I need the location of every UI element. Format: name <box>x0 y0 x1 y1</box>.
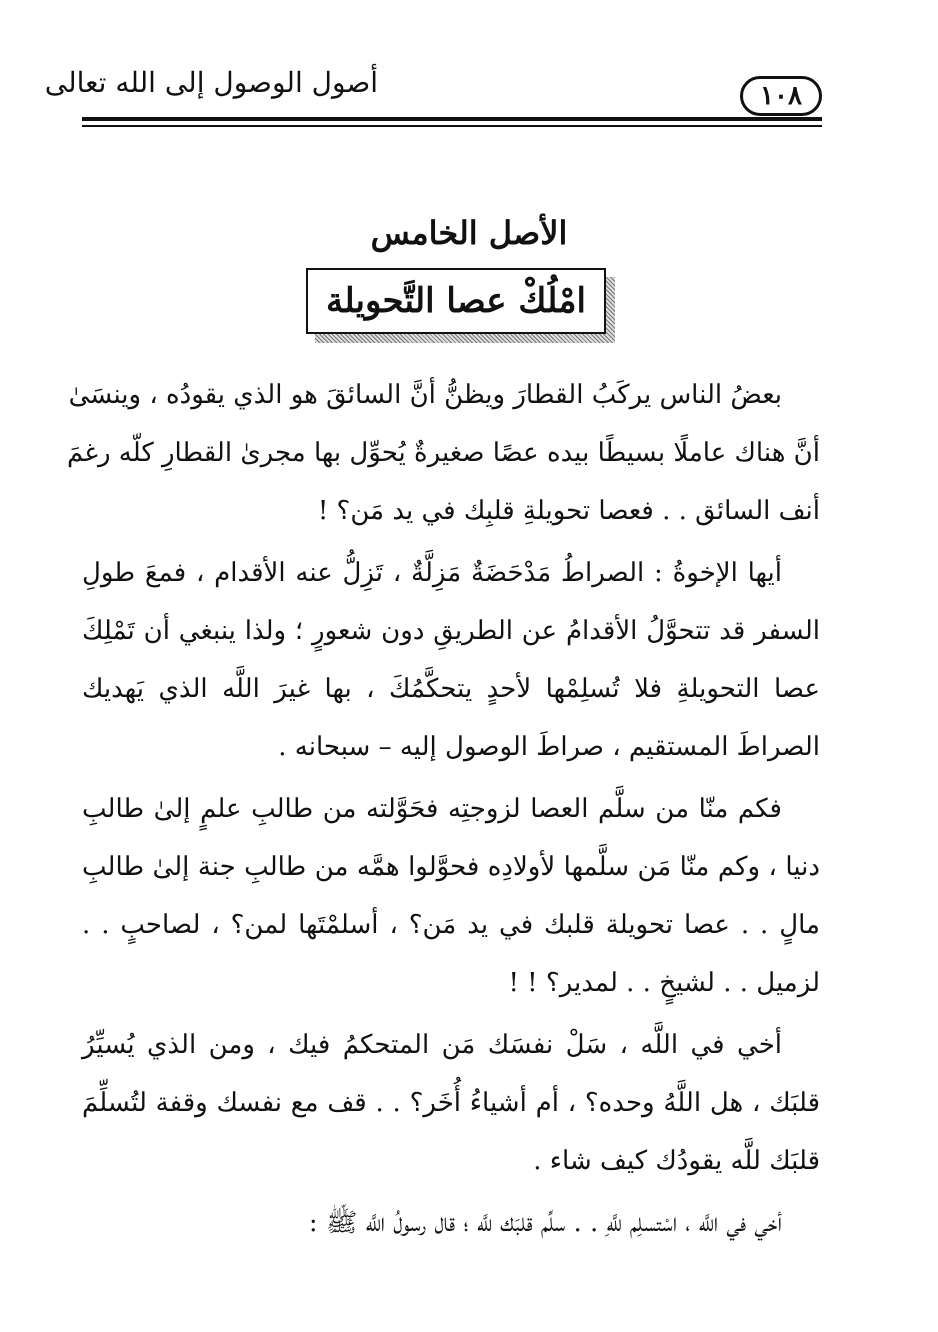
text-line: قلبَك ، هل اللَّهُ وحده؟ ، أم أشياءُ أُخَر؟ . . قف مع نفسك وقفة لتُسلِّمَ <box>82 1088 820 1118</box>
chapter-title: امْلُكْ عصا التَّحويلة <box>326 281 586 321</box>
running-header-title: أصول الوصول إلى الله تعالى <box>44 66 378 99</box>
text-line: أخي في اللَّه ، سَلْ نفسَك مَن المتحكمُ فيك ، ومن الذي يُسيِّرُ <box>82 1030 782 1060</box>
chapter-title-box <box>306 268 606 334</box>
paragraph-1 <box>67 366 820 540</box>
text-line: أيها الإخوةُ : الصراطُ مَدْحَضَةٌ مَزِلَّةٌ ، تَزِلُّ عنه الأقدام ، فمعَ طولِ <box>82 558 782 588</box>
paragraph-2 <box>82 544 820 776</box>
header-rule-thin <box>82 125 822 127</box>
paragraph-4 <box>82 1016 820 1190</box>
text-line: مالٍ . . عصا تحويلة قلبك في يد مَن؟ ، أسلمْتَها لمن؟ ، لصاحبٍ . . <box>82 910 820 940</box>
text-line: أنَّ هناك عاملًا بسيطًا بيده عصًا صغيرةٌ يُحوِّل بها مجرىٰ القطارِ كلّه رغمَ <box>67 438 820 468</box>
text-line: السفر قد تتحوَّلُ الأقدامُ عن الطريقِ دون شعورٍ ؛ ولذا ينبغي أن تَمْلِكَ <box>82 616 820 646</box>
paragraph-3 <box>82 780 820 1012</box>
text-line: أخي في اللَّه ، اسْتسلِم للَّهِ . . سلِّم قلبَك للَّه ؛ قال رسولُ اللَّه ﷺ : <box>308 1208 782 1238</box>
text-line: أنف السائق . . فعصا تحويلةِ قلبِك في يد مَن؟ ! <box>317 496 820 526</box>
section-label: الأصل الخامس <box>370 214 568 252</box>
header-rule-thick <box>82 117 822 121</box>
text-line: بعضُ الناس يركَبُ القطارَ ويظنُّ أنَّ السائقَ هو الذي يقودُه ، وينسَىٰ <box>68 380 782 410</box>
text-line: قلبَك للَّه يقودُك كيف شاء . <box>533 1146 820 1176</box>
text-line: عصا التحويلةِ فلا تُسلِمْها لأحدٍ يتحكَّمُكَ ، بها غيرَ اللَّه الذي يَهديك <box>82 674 820 704</box>
body-text <box>67 366 820 1256</box>
text-line: الصراطَ المستقيم ، صراطَ الوصول إليه – سبحانه . <box>278 732 820 762</box>
paragraph-5 <box>82 1194 820 1252</box>
page-number-badge: ١٠٨ <box>740 76 822 116</box>
text-line: لزميل . . لشيخٍ . . لمدير؟ ! ! <box>508 968 820 998</box>
text-line: دنيا ، وكم منّا مَن سلَّمها لأولادِه فحوَّلوا همَّه من طالبِ جنة إلىٰ طالبِ <box>82 852 820 882</box>
text-line: فكم منّا من سلَّم العصا لزوجتِه فحَوَّلته من طالبِ علمٍ إلىٰ طالبِ <box>82 794 782 824</box>
